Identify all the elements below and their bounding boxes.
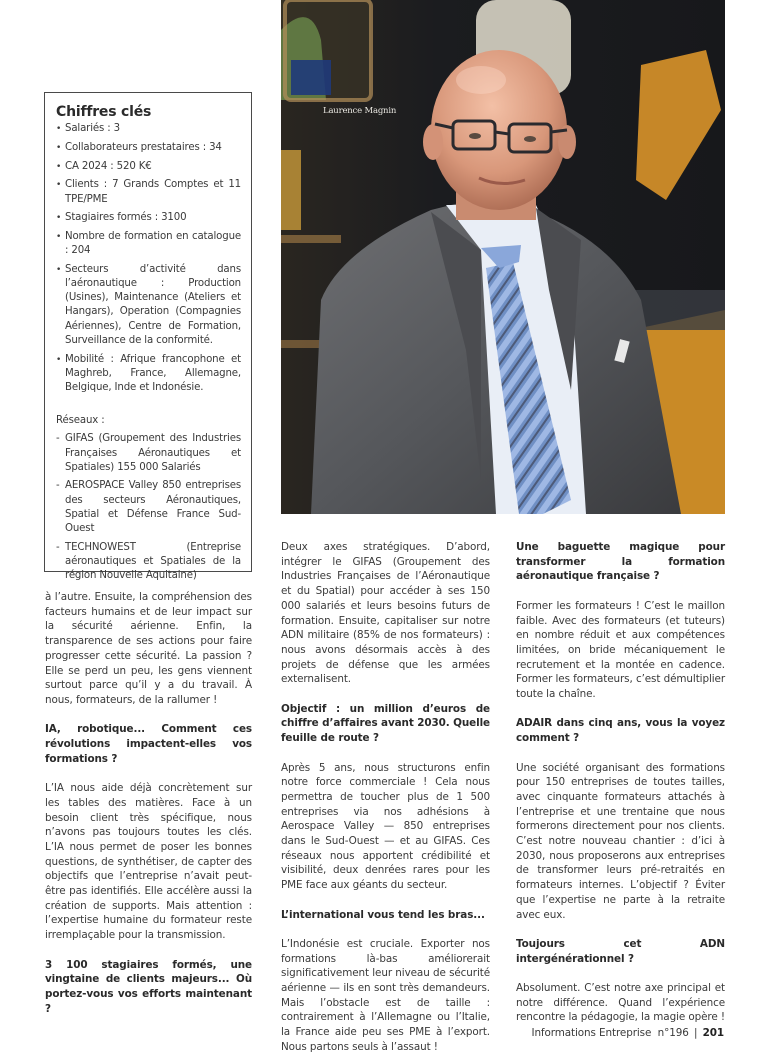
networks-list bbox=[56, 432, 241, 583]
key-figure-item: • Secteurs d’activité dans l’aéronautique : Production (Usines), Maintenance (Ateliers et Hangars), Operation (Compagnies Aériennes), Centre de Formation, Surveillance de la conformité. bbox=[56, 263, 241, 348]
paragraph: Former les formateurs ! C’est le maillon faible. Avec des formateurs (et tuteurs) en nombre réduit et aux compétences limitées, on bride mécaniquement le recrutement et la montée en cadence. Former les formateurs, c’est démultiplier toute la chaîne. bbox=[516, 599, 725, 701]
paragraph: Deux axes stratégiques. D’abord, intégrer le GIFAS (Groupement des Industries Françaises de l’Aéronautique et du Spatial) pour accéder à ses 150 000 salariés et leurs besoins futurs de formation. Ensuite, capitaliser sur notre ADN militaire (85% de nos formateurs) : nous avons désormais accès à des projets de défense que les armées externalisent. bbox=[281, 541, 490, 686]
networks-title: Réseaux : bbox=[56, 415, 105, 427]
network-item: - TECHNOWEST (Entreprise aéronautiques et Spatiales de la région Nouvelle Aquitaine) bbox=[56, 541, 241, 584]
interview-question: 3 100 stagiaires formés, une vingtaine de clients majeurs... Où portez-vous vos efforts maintenant ? bbox=[45, 958, 252, 1015]
key-figure-item: • Mobilité : Afrique francophone et Maghreb, France, Allemagne, Belgique, Inde et Indonésie. bbox=[56, 353, 241, 396]
portrait-photo bbox=[281, 0, 725, 514]
paragraph: Absolument. C’est notre axe principal et notre différence. Quand l’expérience rencontre la pédagogie, la magie opère ! bbox=[516, 982, 725, 1024]
paragraph: L’Indonésie est cruciale. Exporter nos formations là-bas améliorerait significativement leur niveau de sécurité aérienne — ils en sont très demandeurs. Mais l’obstacle est de taille : contrairement à l’Allemagne ou l’Italie, la France aide peu ses PME à l’export. Nous partons seuls à l’assaut ! bbox=[281, 937, 490, 1053]
paragraph: à l’autre. Ensuite, la compréhension des facteurs humains et de leur impact sur la sécurité aérienne. Enfin, la transparence de ses actions pour faire progresser cette sécurité. La passion ? Elle se perd un peu, les gens viennent surtout parce qu’il y a du travail. À nous, formateurs, de la rallumer ! bbox=[45, 591, 252, 706]
key-figures-list bbox=[56, 122, 241, 395]
article-column-middle bbox=[281, 540, 490, 1055]
paragraph: Une société organisant des formations pour 150 entreprises de toutes tailles, avec cinquante formateurs attachés à l’entreprise et une trentaine que nous formerons directement pour nos clients. C’est notre nouveau chantier : d’ici à 2030, nous proposerons aux entreprises de transformer leurs pré-retraités en formateurs internes. L’objectif ? Éviter que l’expertise ne parte à la retraite avec eux. bbox=[516, 761, 725, 921]
network-item: - GIFAS (Groupement des Industries Françaises Aéronautiques et Spatiales) 155 000 Salariés bbox=[56, 432, 241, 475]
article-column-left bbox=[45, 590, 252, 1016]
key-figure-item: • Nombre de formation en catalogue : 204 bbox=[56, 230, 241, 258]
publication-name: Informations Entreprise n°196 bbox=[531, 1027, 689, 1039]
key-figure-item: • Clients : 7 Grands Comptes et 11 TPE/PME bbox=[56, 178, 241, 206]
interview-question: Objectif : un million d’euros de chiffre d’affaires avant 2030. Quelle feuille de route ? bbox=[281, 702, 490, 745]
interview-question: Toujours cet ADN intergénérationnel ? bbox=[516, 937, 725, 965]
interview-question: L’international vous tend les bras... bbox=[281, 908, 485, 921]
portrait-illustration bbox=[281, 0, 725, 514]
key-figures-box bbox=[44, 92, 252, 582]
interview-question: IA, robotique... Comment ces révolutions impactent-elles vos formations ? bbox=[45, 723, 252, 765]
network-item: - AEROSPACE Valley 850 entreprises des secteurs Aéronautiques, Spatial et Défense France Sud-Ouest bbox=[56, 479, 241, 536]
article-column-right bbox=[516, 540, 725, 1025]
paragraph: L’IA nous aide déjà concrètement sur les tables des matières. Face à un besoin client très spécifique, nous n’avons pas toujours toutes les clés. L’IA nous permet de poser les bonnes questions, de synthétiser, de capter des objectifs que l’entreprise n’avait peut-être pas identifiés. Elle accélère aussi la création de supports. Mais attention : l’expertise humaine du formateur reste irremplaçable pour la transmission. bbox=[45, 782, 252, 942]
page-footer bbox=[531, 1027, 724, 1039]
key-figure-item: • Collaborateurs prestataires : 34 bbox=[56, 141, 241, 155]
paragraph: Après 5 ans, nous structurons enfin notre force commerciale ! Cela nous permettra de toucher plus de 1 500 entreprises via nos adhésions à Aerospace Valley — 850 entreprises dans le Sud-Ouest — et au GIFAS. Ces réseaux nous apportent crédibilité et visibilité, deux denrées rares pour les PME face aux géants du secteur. bbox=[281, 761, 490, 892]
key-figures-title: Chiffres clés bbox=[56, 104, 152, 120]
photo-caption: Laurence Magnin bbox=[323, 106, 397, 116]
interview-question: Une baguette magique pour transformer la formation aéronautique française ? bbox=[516, 541, 725, 583]
key-figure-item: • CA 2024 : 520 K€ bbox=[56, 160, 241, 174]
key-figure-item: • Salariés : 3 bbox=[56, 122, 241, 136]
interview-question: ADAIR dans cinq ans, vous la voyez comment ? bbox=[516, 717, 725, 745]
key-figure-item: • Stagiaires formés : 3100 bbox=[56, 211, 241, 225]
page-number: 201 bbox=[702, 1027, 724, 1039]
footer-separator: | bbox=[694, 1027, 698, 1039]
